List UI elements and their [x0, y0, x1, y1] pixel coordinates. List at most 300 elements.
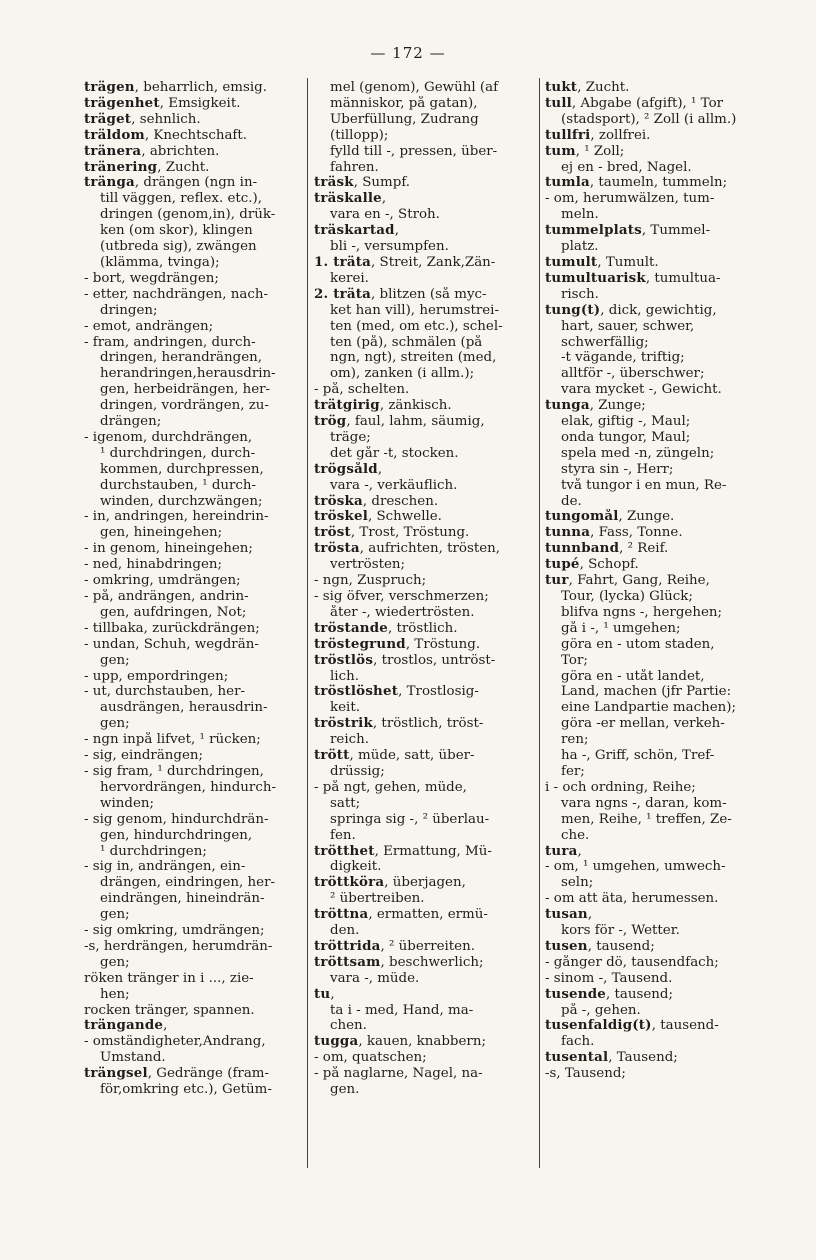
entry-text: , Schwelle.: [368, 509, 442, 525]
entry-text: - in genom, hineingehen;: [84, 541, 253, 557]
entry-headword: trög: [314, 414, 347, 430]
entry-text: - ngn, Zuspruch;: [314, 573, 427, 589]
entry-headword: tusental: [545, 1050, 609, 1066]
dictionary-entry: [84, 1066, 304, 1082]
entry-line: [314, 478, 536, 494]
entry-line: [545, 669, 771, 685]
dictionary-entry: [314, 955, 536, 971]
dictionary-entry: [84, 144, 304, 160]
entry-text: ,: [163, 1018, 168, 1034]
entry-headword: tränering: [84, 159, 158, 175]
entry-line: [84, 557, 304, 573]
entry-text: ,: [381, 191, 387, 207]
entry-text: ,: [577, 843, 582, 859]
entry-text: alltför -, überschwer;: [561, 366, 705, 382]
entry-line: [84, 573, 304, 589]
dictionary-entry: [314, 1034, 536, 1050]
entry-line: [545, 1003, 771, 1019]
entry-line: [545, 859, 771, 875]
dictionary-entry: [314, 875, 536, 891]
entry-line: [545, 319, 771, 335]
entry-line: [84, 605, 304, 621]
entry-text: - om, herumwälzen, tum-: [545, 191, 715, 207]
entry-text: -s, herdrängen, herumdrän-: [84, 938, 273, 954]
entry-text: vara -, müde.: [330, 970, 420, 986]
entry-text: reich.: [330, 732, 369, 748]
entry-text: , Zunge;: [589, 398, 646, 414]
entry-line: [84, 844, 304, 860]
entry-line: [84, 780, 304, 796]
dictionary-entry: [314, 191, 536, 207]
entry-headword: tungomål: [545, 509, 619, 525]
entry-line: [545, 239, 771, 255]
entry-line: [314, 812, 536, 828]
entry-text: - på naglarne, Nagel, na-: [314, 1066, 483, 1082]
entry-text: - omkring, umdrängen;: [84, 573, 241, 589]
entry-line: [545, 191, 771, 207]
entry-line: [84, 191, 304, 207]
entry-line: [314, 1050, 536, 1066]
dictionary-entry: [314, 398, 536, 414]
dictionary-entry: [545, 939, 771, 955]
entry-line: [545, 716, 771, 732]
entry-text: rocken tränger, spannen.: [84, 1002, 255, 1018]
entry-text: , ² Reif.: [619, 541, 669, 557]
dictionary-column-1: [84, 80, 304, 1180]
dictionary-entry: [314, 462, 536, 478]
entry-text: , zänkisch.: [379, 398, 452, 414]
entry-line: [545, 350, 771, 366]
entry-text: - sig omkring, umdrängen;: [84, 923, 265, 939]
entry-text: - tillbaka, zurückdrängen;: [84, 620, 260, 636]
entry-text: ,: [587, 907, 593, 923]
entry-text: - ngn inpå lifvet, ¹ rücken;: [84, 732, 261, 748]
entry-text: - på, schelten.: [314, 382, 410, 398]
entry-text: drängen, eindringen, her-: [100, 875, 276, 891]
entry-text: - sinom -, Tausend.: [545, 970, 673, 986]
entry-text: ngn, ngt), streiten (med,: [330, 350, 497, 366]
dictionary-entry: [314, 175, 536, 191]
entry-line: [545, 637, 771, 653]
entry-line: [84, 541, 304, 557]
entry-headword: träget: [84, 111, 132, 127]
entry-text: gen;: [100, 716, 130, 732]
entry-line: [84, 828, 304, 844]
entry-line: [84, 319, 304, 335]
entry-text: fahren.: [330, 159, 379, 175]
entry-line: [545, 494, 771, 510]
entry-text: - på, andrängen, andrin-: [84, 589, 249, 604]
entry-text: det går -t, stocken.: [330, 445, 459, 461]
entry-text: - ut, durchstauben, her-: [84, 684, 245, 700]
entry-text: gen;: [100, 954, 130, 970]
entry-text: , Schopf.: [579, 557, 639, 573]
dictionary-entry: [545, 1050, 771, 1066]
entry-headword: tröst: [314, 525, 351, 541]
entry-line: [314, 700, 536, 716]
entry-text: (tillopp);: [330, 127, 389, 143]
entry-text: , tröstlich, tröst-: [372, 716, 484, 732]
entry-line: [84, 462, 304, 478]
entry-line: [84, 796, 304, 812]
entry-headword: tukt: [545, 80, 578, 95]
entry-text: , ¹ Zoll;: [575, 143, 625, 159]
entry-line: [84, 509, 304, 525]
entry-line: [314, 112, 536, 128]
dictionary-entry: [545, 509, 771, 525]
entry-line: [84, 207, 304, 223]
entry-text: - bort, wegdrängen;: [84, 270, 219, 286]
entry-line: [84, 478, 304, 494]
entry-text: , faul, lahm, säumig,: [346, 414, 485, 430]
entry-headword: tumult: [545, 254, 598, 270]
dictionary-entry: [84, 128, 304, 144]
entry-line: [314, 271, 536, 287]
entry-line: [314, 446, 536, 462]
entry-line: [84, 1003, 304, 1019]
entry-headword: tung(t): [545, 302, 601, 318]
dictionary-entry: [314, 255, 536, 271]
entry-line: [314, 557, 536, 573]
entry-line: [314, 350, 536, 366]
entry-text: vara -, verkäuflich.: [330, 477, 458, 493]
entry-line: [545, 462, 771, 478]
entry-line: [314, 430, 536, 446]
entry-line: [545, 748, 771, 764]
entry-text: , drängen (ngn in-: [134, 175, 258, 191]
entry-text: Überfüllung, Zudrang: [330, 111, 479, 127]
entry-text: ren;: [561, 732, 589, 748]
entry-text: - om, quatschen;: [314, 1050, 427, 1066]
entry-text: - gånger dö, tausendfach;: [545, 954, 719, 970]
entry-text: röken tränger in i ..., zie-: [84, 970, 254, 986]
entry-line: [84, 271, 304, 287]
entry-text: , beschwerlich;: [380, 954, 484, 970]
entry-text: springa sig -, ² überlau-: [330, 811, 490, 827]
entry-text: för,omkring etc.), Getüm-: [100, 1082, 272, 1098]
entry-line: [314, 573, 536, 589]
entry-headword: träskartad: [314, 223, 395, 239]
entry-text: , Streit, Zank,Zän-: [371, 254, 496, 270]
dictionary-entry: [545, 271, 771, 287]
entry-text: ten (med, om etc.), schel-: [330, 318, 503, 334]
entry-text: winden;: [100, 795, 155, 811]
entry-headword: tröskel: [314, 509, 368, 525]
dictionary-entry: [545, 398, 771, 414]
entry-headword: tröttsam: [314, 954, 381, 970]
entry-text: den.: [330, 923, 360, 939]
entry-text: - om att äta, herumessen.: [545, 891, 719, 907]
entry-text: drängen;: [100, 414, 162, 430]
entry-text: , beharrlich, emsig.: [134, 80, 267, 95]
dictionary-entry: [314, 987, 536, 1003]
entry-line: [84, 955, 304, 971]
entry-line: [314, 669, 536, 685]
entry-text: hen;: [100, 986, 130, 1002]
entry-line: [545, 891, 771, 907]
entry-text: - upp, empordringen;: [84, 668, 229, 684]
entry-line: [314, 239, 536, 255]
entry-headword: trätgirig: [314, 398, 380, 414]
entry-text: göra en - utåt landet,: [561, 668, 705, 684]
entry-text: , taumeln, tummeln;: [589, 175, 728, 191]
dictionary-entry: [84, 1018, 304, 1034]
dictionary-entry: [545, 255, 771, 271]
entry-line: [545, 287, 771, 303]
entry-text: , kauen, knabbern;: [358, 1034, 486, 1050]
entry-line: [314, 605, 536, 621]
dictionary-entry: [545, 987, 771, 1003]
entry-text: , Zunge.: [618, 509, 675, 525]
entry-text: , aufrichten, trösten,: [359, 541, 501, 557]
entry-text: göra en - utom staden,: [561, 636, 715, 652]
entry-text: dringen (genom,in), drük-: [100, 207, 276, 223]
entry-line: [314, 971, 536, 987]
entry-line: [314, 207, 536, 223]
dictionary-entry: [545, 541, 771, 557]
dictionary-column-2: [314, 80, 536, 1180]
dictionary-entry: [314, 684, 536, 700]
dictionary-entry: [314, 844, 536, 860]
entry-line: [84, 891, 304, 907]
entry-text: - fram, andringen, durch-: [84, 334, 256, 350]
entry-line: [545, 812, 771, 828]
entry-text: , trostlos, untröst-: [373, 652, 496, 668]
entry-line: [314, 891, 536, 907]
entry-headword: tunga: [545, 398, 590, 414]
entry-line: [314, 303, 536, 319]
entry-line: [545, 207, 771, 223]
entry-text: kommen, durchpressen,: [100, 461, 264, 477]
entry-headword: tröska: [314, 493, 363, 509]
entry-text: , blitzen (så myc-: [371, 286, 487, 302]
entry-line: [84, 764, 304, 780]
dictionary-entry: [545, 525, 771, 541]
entry-headword: träldom: [84, 127, 145, 143]
entry-line: [84, 907, 304, 923]
entry-line: [84, 414, 304, 430]
entry-text: - sig fram, ¹ durchdringen,: [84, 763, 264, 779]
entry-text: - etter, nachdrängen, nach-: [84, 286, 269, 302]
entry-text: , Tummel-: [641, 223, 711, 239]
entry-line: [84, 1050, 304, 1066]
entry-text: , tausend-: [651, 1018, 719, 1034]
entry-text: gen.: [330, 1082, 360, 1098]
entry-text: - omständigheter,Andrang,: [84, 1034, 266, 1050]
entry-line: [545, 414, 771, 430]
entry-text: gen, aufdringen, Not;: [100, 604, 247, 620]
entry-line: [545, 478, 771, 494]
entry-line: [84, 971, 304, 987]
entry-line: [84, 1082, 304, 1098]
entry-text: bli -, versumpfen.: [330, 239, 449, 255]
dictionary-column-3: [545, 80, 771, 1180]
entry-line: [84, 700, 304, 716]
entry-line: [545, 366, 771, 382]
entry-text: de.: [561, 493, 582, 509]
entry-text: vara en -, Stroh.: [330, 207, 440, 223]
entry-line: [84, 939, 304, 955]
entry-text: kerei.: [330, 270, 369, 286]
entry-text: , überjagen,: [384, 875, 466, 891]
entry-line: [84, 621, 304, 637]
entry-line: [84, 239, 304, 255]
entry-line: [84, 875, 304, 891]
entry-line: [84, 350, 304, 366]
entry-text: gen, hindurchdringen,: [100, 827, 253, 843]
page-number: — 172 —: [370, 44, 446, 62]
entry-headword: trägenhet: [84, 95, 160, 111]
entry-text: platz.: [561, 239, 599, 255]
entry-headword: trögsåld: [314, 461, 378, 477]
entry-headword: tröttköra: [314, 875, 385, 891]
entry-headword: träsk: [314, 175, 354, 191]
entry-line: [84, 812, 304, 828]
entry-text: lich.: [330, 668, 359, 684]
entry-headword: trösta: [314, 541, 360, 557]
dictionary-entry: [84, 80, 304, 96]
entry-line: [545, 112, 771, 128]
entry-text: fen.: [330, 827, 356, 843]
entry-text: Land, machen (jfr Partie:: [561, 684, 732, 700]
entry-text: vertrösten;: [330, 557, 406, 573]
entry-line: [84, 525, 304, 541]
entry-line: [545, 764, 771, 780]
entry-line: [545, 621, 771, 637]
dictionary-entry: [545, 96, 771, 112]
entry-line: [84, 637, 304, 653]
entry-line: [314, 80, 536, 96]
entry-text: ha -, Griff, schön, Tref-: [561, 748, 715, 764]
entry-text: fer;: [561, 763, 585, 779]
entry-line: [545, 1034, 771, 1050]
entry-line: [84, 446, 304, 462]
entry-headword: tusenfaldig(t): [545, 1018, 652, 1034]
entry-text: gen;: [100, 907, 130, 923]
entry-text: ,: [377, 461, 383, 477]
entry-line: [545, 923, 771, 939]
entry-text: - på ngt, gehen, müde,: [314, 779, 467, 795]
entry-headword: tumla: [545, 175, 590, 191]
entry-text: , Trostlosig-: [398, 684, 479, 700]
entry-line: [314, 1018, 536, 1034]
entry-text: ¹ durchdringen, durch-: [100, 445, 256, 461]
entry-text: -s, Tausend;: [545, 1066, 626, 1082]
entry-line: [314, 335, 536, 351]
entry-headword: träskalle: [314, 191, 382, 207]
entry-text: styra sin -, Herr;: [561, 461, 674, 477]
entry-text: , Fass, Tonne.: [590, 525, 683, 541]
entry-line: [84, 287, 304, 303]
dictionary-entry: [545, 223, 771, 239]
entry-text: gen, hineingehen;: [100, 525, 223, 541]
entry-text: , Tröstung.: [405, 636, 481, 652]
entry-headword: tura: [545, 843, 578, 859]
entry-headword: trötthet: [314, 843, 375, 859]
entry-text: ¹ durchdringen;: [100, 843, 207, 859]
entry-line: [314, 144, 536, 160]
entry-headword: tu: [314, 986, 331, 1002]
entry-text: , müde, satt, über-: [349, 748, 475, 764]
entry-line: [314, 1066, 536, 1082]
entry-line: [314, 859, 536, 875]
entry-text: till väggen, reflex. etc.),: [100, 191, 263, 207]
entry-text: onda tungor, Maul;: [561, 429, 691, 445]
entry-text: gen, herbeidrängen, her-: [100, 382, 271, 398]
entry-text: , dreschen.: [362, 493, 439, 509]
entry-headword: tugga: [314, 1034, 359, 1050]
entry-headword: tupé: [545, 557, 580, 573]
entry-text: dringen, herandrängen,: [100, 350, 263, 366]
entry-line: [84, 732, 304, 748]
dictionary-entry: [314, 621, 536, 637]
dictionary-entry: [314, 716, 536, 732]
entry-text: ,: [330, 986, 335, 1002]
entry-headword: tusan: [545, 907, 588, 923]
entry-headword: tröstlöshet: [314, 684, 399, 700]
entry-text: , Tumult.: [597, 254, 659, 270]
entry-line: [314, 732, 536, 748]
entry-line: [545, 160, 771, 176]
entry-text: gå i -, ¹ umgehen;: [561, 620, 681, 636]
entry-text: - sig genom, hindurchdrän-: [84, 811, 269, 827]
entry-text: spela med -n, züngeln;: [561, 445, 715, 461]
column-divider-left: [307, 78, 308, 1168]
entry-line: [84, 366, 304, 382]
entry-headword: trött: [314, 748, 350, 764]
entry-line: [84, 589, 304, 605]
entry-text: , abrichten.: [141, 143, 220, 159]
entry-headword: tur: [545, 573, 569, 589]
entry-line: [314, 923, 536, 939]
entry-line: [314, 1003, 536, 1019]
entry-line: [314, 796, 536, 812]
entry-line: [545, 684, 771, 700]
dictionary-entry: [314, 939, 536, 955]
entry-text: , tröstlich.: [388, 620, 458, 636]
entry-text: , Sumpf.: [353, 175, 411, 191]
entry-text: , Ermattung, Mü-: [374, 843, 492, 859]
dictionary-entry: [545, 144, 771, 160]
entry-line: [314, 160, 536, 176]
entry-line: [84, 303, 304, 319]
dictionary-entry: [314, 414, 536, 430]
entry-line: [545, 971, 771, 987]
entry-text: - ned, hinabdringen;: [84, 557, 223, 573]
entry-text: vara ngns -, daran, kom-: [561, 795, 727, 811]
entry-text: eindrängen, hineindrän-: [100, 891, 265, 907]
dictionary-entry: [314, 637, 536, 653]
entry-text: seln;: [561, 875, 594, 891]
entry-text: hart, sauer, schwer,: [561, 318, 695, 334]
entry-headword: tusen: [545, 938, 588, 954]
entry-line: [314, 128, 536, 144]
entry-text: , tausend;: [606, 986, 674, 1002]
entry-text: Umstand.: [100, 1050, 166, 1066]
entry-text: ej en - bred, Nagel.: [561, 159, 692, 175]
dictionary-entry: [545, 175, 771, 191]
entry-text: kors för -, Wetter.: [561, 923, 680, 939]
dictionary-entry: [314, 907, 536, 923]
entry-text: (stadsport), ² Zoll (i allm.): [561, 111, 737, 127]
entry-text: göra -er mellan, verkeh-: [561, 716, 725, 732]
entry-text: , ermatten, ermü-: [368, 907, 488, 923]
entry-headword: tusende: [545, 986, 606, 1002]
entry-text: durchstauben, ¹ durch-: [100, 477, 257, 493]
entry-text: Tor;: [561, 652, 588, 668]
entry-line: [84, 382, 304, 398]
entry-text: , Tausend;: [608, 1050, 678, 1066]
